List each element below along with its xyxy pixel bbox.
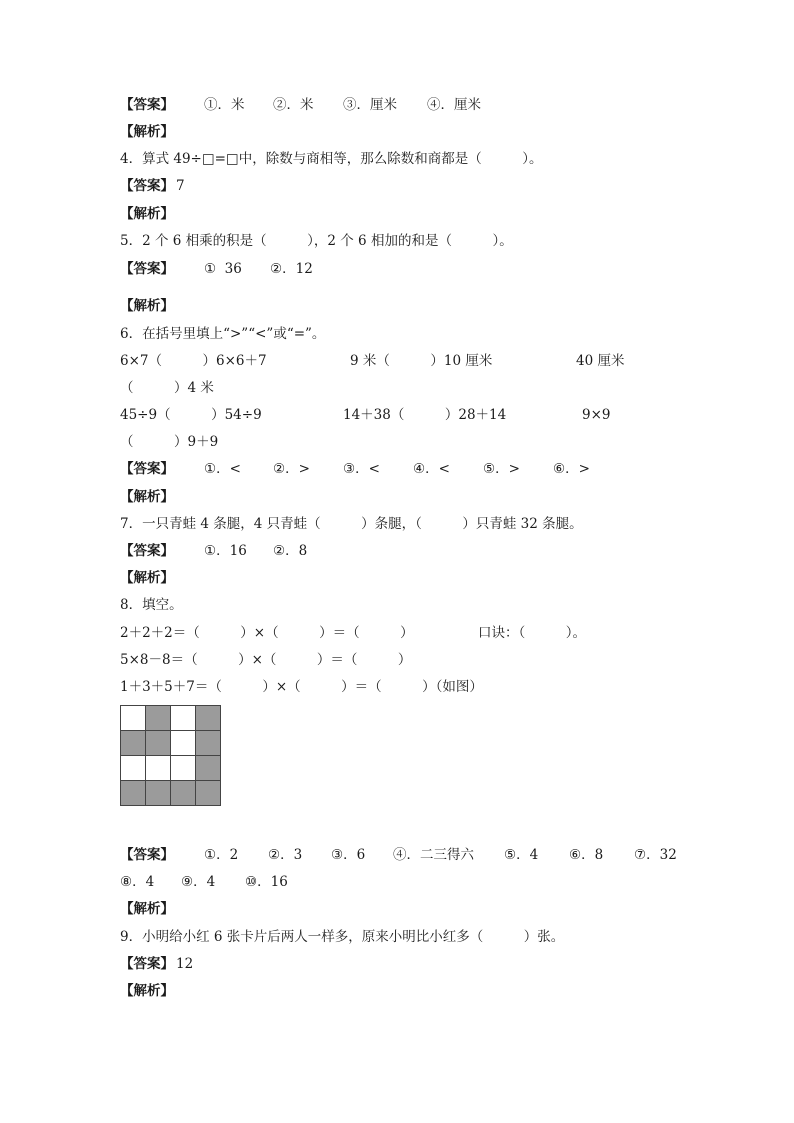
blank-square <box>121 706 146 731</box>
answer-item: ① 36 <box>204 261 242 277</box>
answer-item: ②．12 <box>270 261 313 277</box>
answer-item: ⑥．> <box>553 461 590 477</box>
answer-item: 7 <box>176 178 185 194</box>
fill-line: 口诀：（ ）。 <box>478 625 586 641</box>
shaded-square <box>171 781 196 806</box>
blank-square <box>171 706 196 731</box>
analysis-tag: 【解析】 <box>120 206 174 222</box>
compare-item: 9×9 <box>582 407 611 423</box>
question-4: 4．算式 49÷□=□中，除数与商相等，那么除数和商都是（ ）。 <box>120 151 543 167</box>
analysis-tag: 【解析】 <box>120 298 174 314</box>
analysis-tag: 【解析】 <box>120 489 174 505</box>
answer-tag: 【答案】 <box>120 956 174 972</box>
answer-item: ②．3 <box>268 847 303 863</box>
blank-square <box>121 756 146 781</box>
fill-line: 5×8－8＝（ ）×（ ）＝（ ） <box>120 652 412 668</box>
answer-item: ②．8 <box>273 543 308 559</box>
answer-item: ①．16 <box>204 543 247 559</box>
shaded-square <box>121 781 146 806</box>
answer-item: ②．> <box>273 461 310 477</box>
blank-square <box>171 731 196 756</box>
answer-item: ⑧．4 <box>120 874 155 890</box>
question-5: 5．2 个 6 相乘的积是（ ），2 个 6 相加的和是（ ）。 <box>120 233 513 249</box>
compare-item: （ ）4 米 <box>120 380 214 396</box>
answer-item: ⑤．4 <box>504 847 539 863</box>
answer-item: ④．二三得六 <box>393 847 474 863</box>
analysis-tag: 【解析】 <box>120 901 174 917</box>
question-6: 6．在括号里填上“>”“<”或“=”。 <box>120 326 326 342</box>
answer-item: ⑤．> <box>483 461 520 477</box>
answer-item: ②．米 <box>273 97 314 113</box>
answer-tag: 【答案】 <box>120 97 174 113</box>
answer-tag: 【答案】 <box>120 178 174 194</box>
compare-item: 14＋38（ ）28＋14 <box>343 407 507 423</box>
answer-tag: 【答案】 <box>120 461 174 477</box>
shaded-square <box>146 706 171 731</box>
fill-line: 1＋3＋5＋7＝（ ）×（ ）＝（ ）（如图） <box>120 679 483 695</box>
compare-item: （ ）9＋9 <box>120 434 219 450</box>
blank-square <box>146 756 171 781</box>
blank-square <box>171 756 196 781</box>
shaded-square <box>121 731 146 756</box>
answer-item: ③．厘米 <box>343 97 397 113</box>
analysis-tag: 【解析】 <box>120 983 174 999</box>
answer-item: 12 <box>176 956 194 972</box>
square-grid-figure <box>120 705 221 806</box>
answer-tag: 【答案】 <box>120 543 174 559</box>
shaded-square <box>146 781 171 806</box>
compare-item: 45÷9（ ）54÷9 <box>120 407 262 423</box>
answer-item: ⑦．32 <box>634 847 677 863</box>
answer-tag: 【答案】 <box>120 847 174 863</box>
compare-item: 9 米（ ）10 厘米 <box>350 353 493 369</box>
shaded-square <box>146 731 171 756</box>
question-9: 9．小明给小红 6 张卡片后两人一样多，原来小明比小红多（ ）张。 <box>120 929 565 945</box>
question-8: 8．填空。 <box>120 597 183 613</box>
fill-line: 2＋2＋2＝（ ）×（ ）＝（ ） <box>120 625 414 641</box>
answer-item: ⑨．4 <box>181 874 216 890</box>
compare-item: 6×7（ ）6×6＋7 <box>120 353 267 369</box>
answer-item: ①．2 <box>204 847 239 863</box>
answer-tag: 【答案】 <box>120 261 174 277</box>
shaded-square <box>196 706 221 731</box>
shaded-square <box>196 781 221 806</box>
analysis-tag: 【解析】 <box>120 124 174 140</box>
answer-item: ③．6 <box>331 847 366 863</box>
answer-item: ④．< <box>413 461 450 477</box>
question-7: 7．一只青蛙 4 条腿，4 只青蛙（ ）条腿，（ ）只青蛙 32 条腿。 <box>120 516 583 532</box>
answer-item: ⑩．16 <box>245 874 288 890</box>
shaded-square <box>196 731 221 756</box>
answer-item: ④．厘米 <box>427 97 481 113</box>
answer-item: ①．米 <box>204 97 245 113</box>
shaded-square <box>196 756 221 781</box>
analysis-tag: 【解析】 <box>120 570 174 586</box>
answer-item: ③．< <box>343 461 380 477</box>
answer-item: ①．< <box>204 461 241 477</box>
compare-item: 40 厘米 <box>576 353 625 369</box>
answer-item: ⑥．8 <box>569 847 604 863</box>
